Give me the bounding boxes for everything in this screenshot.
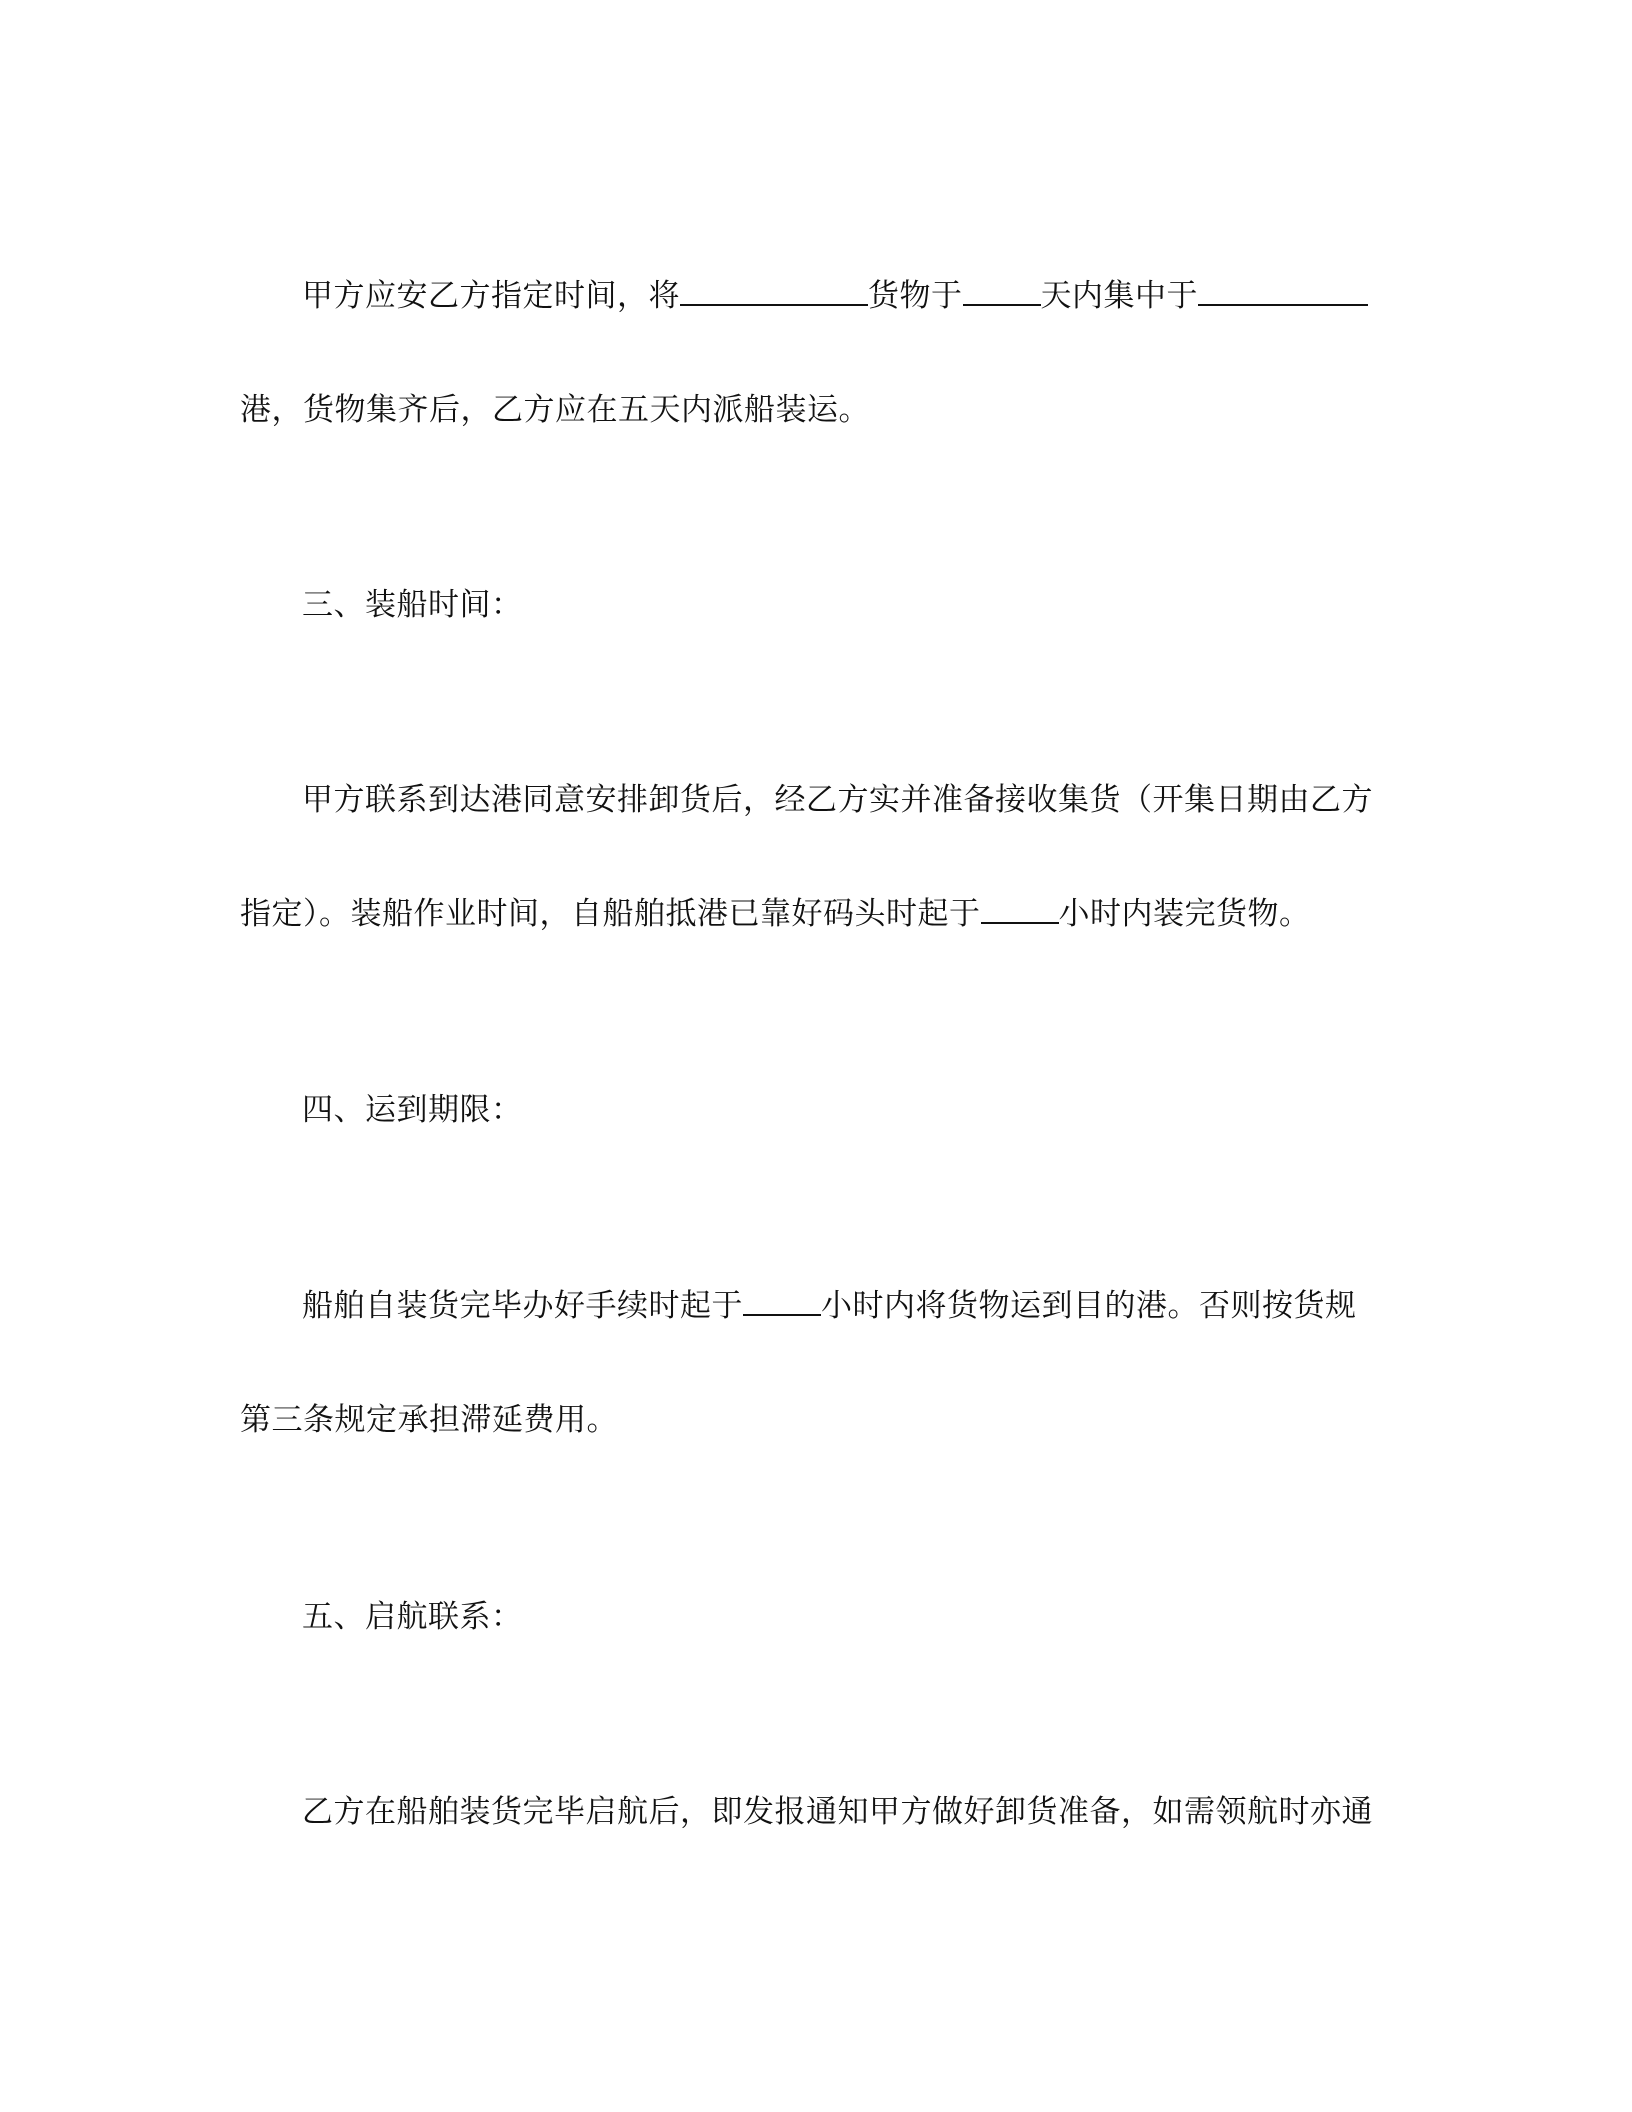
fill-blank-delivery-hours[interactable] (743, 1286, 821, 1316)
fill-blank-days[interactable] (963, 276, 1041, 306)
text-segment: 指定）。装船作业时间，自船舶抵港已靠好码头时起于 (240, 896, 981, 932)
paragraph-departure-line-1: 乙方在船舶装货完毕启航后，即发报通知甲方做好卸货准备，如需领航时亦通 (302, 1794, 1373, 1830)
text-segment: 货物于 (868, 278, 963, 314)
text-segment: 小时内将货物运到目的港。否则按货规 (821, 1288, 1357, 1324)
text-segment: 小时内装完货物。 (1058, 896, 1311, 932)
text-segment: 甲方应安乙方指定时间，将 (302, 278, 680, 314)
section-heading-departure-contact: 五、启航联系： (302, 1599, 523, 1635)
fill-blank-cargo[interactable] (680, 276, 868, 306)
text-segment: 船舶自装货完毕办好手续时起于 (302, 1288, 743, 1324)
paragraph-delivery-line-2: 第三条规定承担滞延费用。 (240, 1402, 618, 1438)
fill-blank-port[interactable] (1198, 276, 1368, 306)
section-heading-delivery-period: 四、运到期限： (302, 1092, 523, 1128)
fill-blank-loading-hours[interactable] (981, 894, 1059, 924)
text-segment: 天内集中于 (1040, 278, 1198, 314)
paragraph-delivery-line-1 (302, 1286, 1357, 1326)
paragraph-loading-time-line-2 (240, 894, 1311, 934)
paragraph-loading-time-line-1: 甲方联系到达港同意安排卸货后，经乙方实并准备接收集货（开集日期由乙方 (302, 782, 1373, 818)
section-heading-loading-time: 三、装船时间： (302, 587, 523, 623)
paragraph-loading-line-2: 港，货物集齐后，乙方应在五天内派船装运。 (240, 392, 870, 428)
paragraph-loading-line-1 (302, 276, 1368, 316)
